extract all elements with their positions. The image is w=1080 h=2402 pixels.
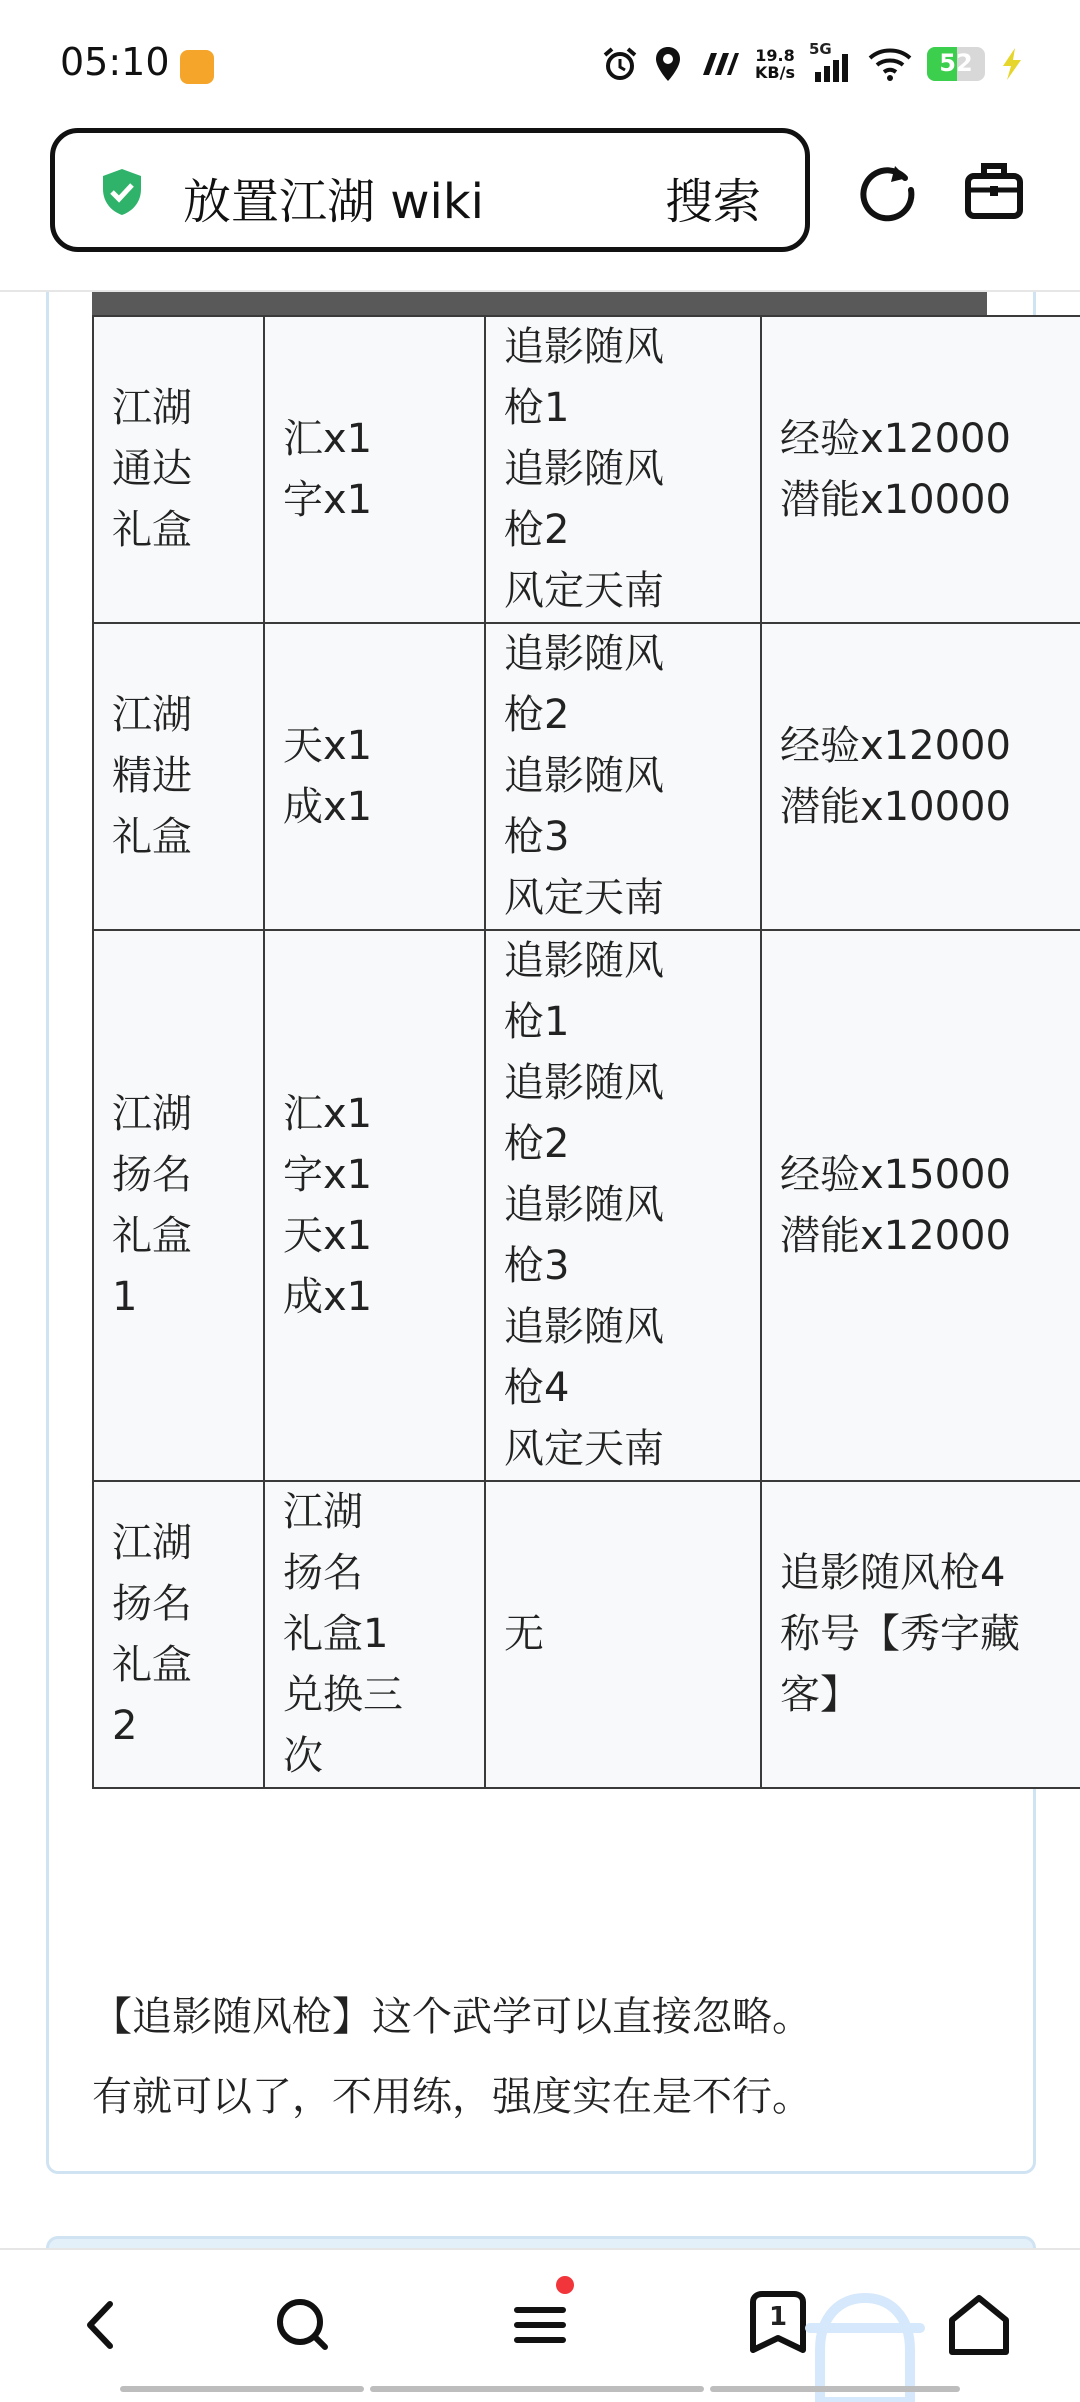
- tab-count: 1: [768, 2302, 788, 2332]
- home-icon[interactable]: [944, 2290, 1014, 2360]
- network-speed-value: 19.8: [755, 46, 795, 65]
- alarm-icon: [601, 45, 639, 83]
- note-paragraph: 有就可以了，不用练，强度实在是不行。: [92, 2074, 812, 2120]
- cell-skills: 追影随风 枪2 追影随风 枪3 风定天南: [485, 623, 761, 930]
- cell-rewards: 经验x12000 潜能x10000: [761, 316, 1080, 623]
- cell-items: 汇x1 字x1 天x1 成x1: [264, 930, 485, 1481]
- battery-icon: [927, 47, 985, 81]
- app-notification-icon: [180, 50, 214, 84]
- table-row: [93, 930, 1080, 1481]
- signal-icon: [809, 44, 853, 84]
- reward-table: [92, 315, 1080, 1789]
- address-bar[interactable]: [50, 128, 810, 252]
- table-row: [93, 316, 1080, 623]
- table-row: [93, 623, 1080, 930]
- search-icon[interactable]: [268, 2290, 338, 2360]
- bottom-nav: [0, 2248, 1080, 2402]
- menu-icon[interactable]: [505, 2290, 575, 2360]
- search-button[interactable]: 搜索: [664, 174, 761, 230]
- cellular-signal: [809, 40, 853, 84]
- cell-rewards: 经验x15000 潜能x12000: [761, 930, 1080, 1481]
- back-icon[interactable]: [68, 2290, 138, 2360]
- security-shield-icon: [99, 167, 145, 217]
- cell-rewards: 追影随风枪4 称号【秀字藏 客】: [761, 1481, 1080, 1788]
- cell-items: 江湖 扬名 礼盒1 兑换三 次: [264, 1481, 485, 1788]
- toolbox-icon[interactable]: [962, 158, 1026, 222]
- cell-name: 江湖 扬名 礼盒 1: [93, 930, 264, 1481]
- cell-name: 江湖 精进 礼盒: [93, 623, 264, 930]
- wifi-icon: [867, 46, 913, 82]
- charging-icon: [999, 46, 1025, 82]
- menu-notification-dot: [556, 2276, 574, 2294]
- table-row: [93, 1481, 1080, 1788]
- page-title: 放置江湖 wiki: [183, 174, 484, 230]
- cell-skills: 追影随风 枪1 追影随风 枪2 风定天南: [485, 316, 761, 623]
- cell-items: 天x1 成x1: [264, 623, 485, 930]
- status-icons: [601, 42, 1025, 86]
- reload-icon[interactable]: [855, 158, 919, 222]
- status-time: 05:10: [60, 40, 170, 84]
- gesture-bar: [120, 2386, 364, 2392]
- cell-name: 江湖 扬名 礼盒 2: [93, 1481, 264, 1788]
- network-speed-unit: KB/s: [755, 63, 795, 82]
- cell-skills: 追影随风 枪1 追影随风 枪2 追影随风 枪3 追影随风 枪4 风定天南: [485, 930, 761, 1481]
- note-paragraph: 【追影随风枪】这个武学可以直接忽略。: [92, 1994, 812, 2040]
- cell-skills: 无: [485, 1481, 761, 1788]
- network-speed: [755, 47, 795, 81]
- table-header-cutoff: [92, 292, 987, 316]
- gesture-bar: [370, 2386, 704, 2392]
- battery-level: 52: [939, 49, 973, 77]
- network-type: 5G: [809, 40, 832, 58]
- cell-name: 江湖 通达 礼盒: [93, 316, 264, 623]
- cell-rewards: 经验x12000 潜能x10000: [761, 623, 1080, 930]
- location-icon: [653, 45, 683, 83]
- gesture-bar: [710, 2386, 960, 2392]
- carrier-logo-icon: [697, 49, 741, 79]
- status-bar: [0, 0, 1080, 130]
- cell-items: 汇x1 字x1: [264, 316, 485, 623]
